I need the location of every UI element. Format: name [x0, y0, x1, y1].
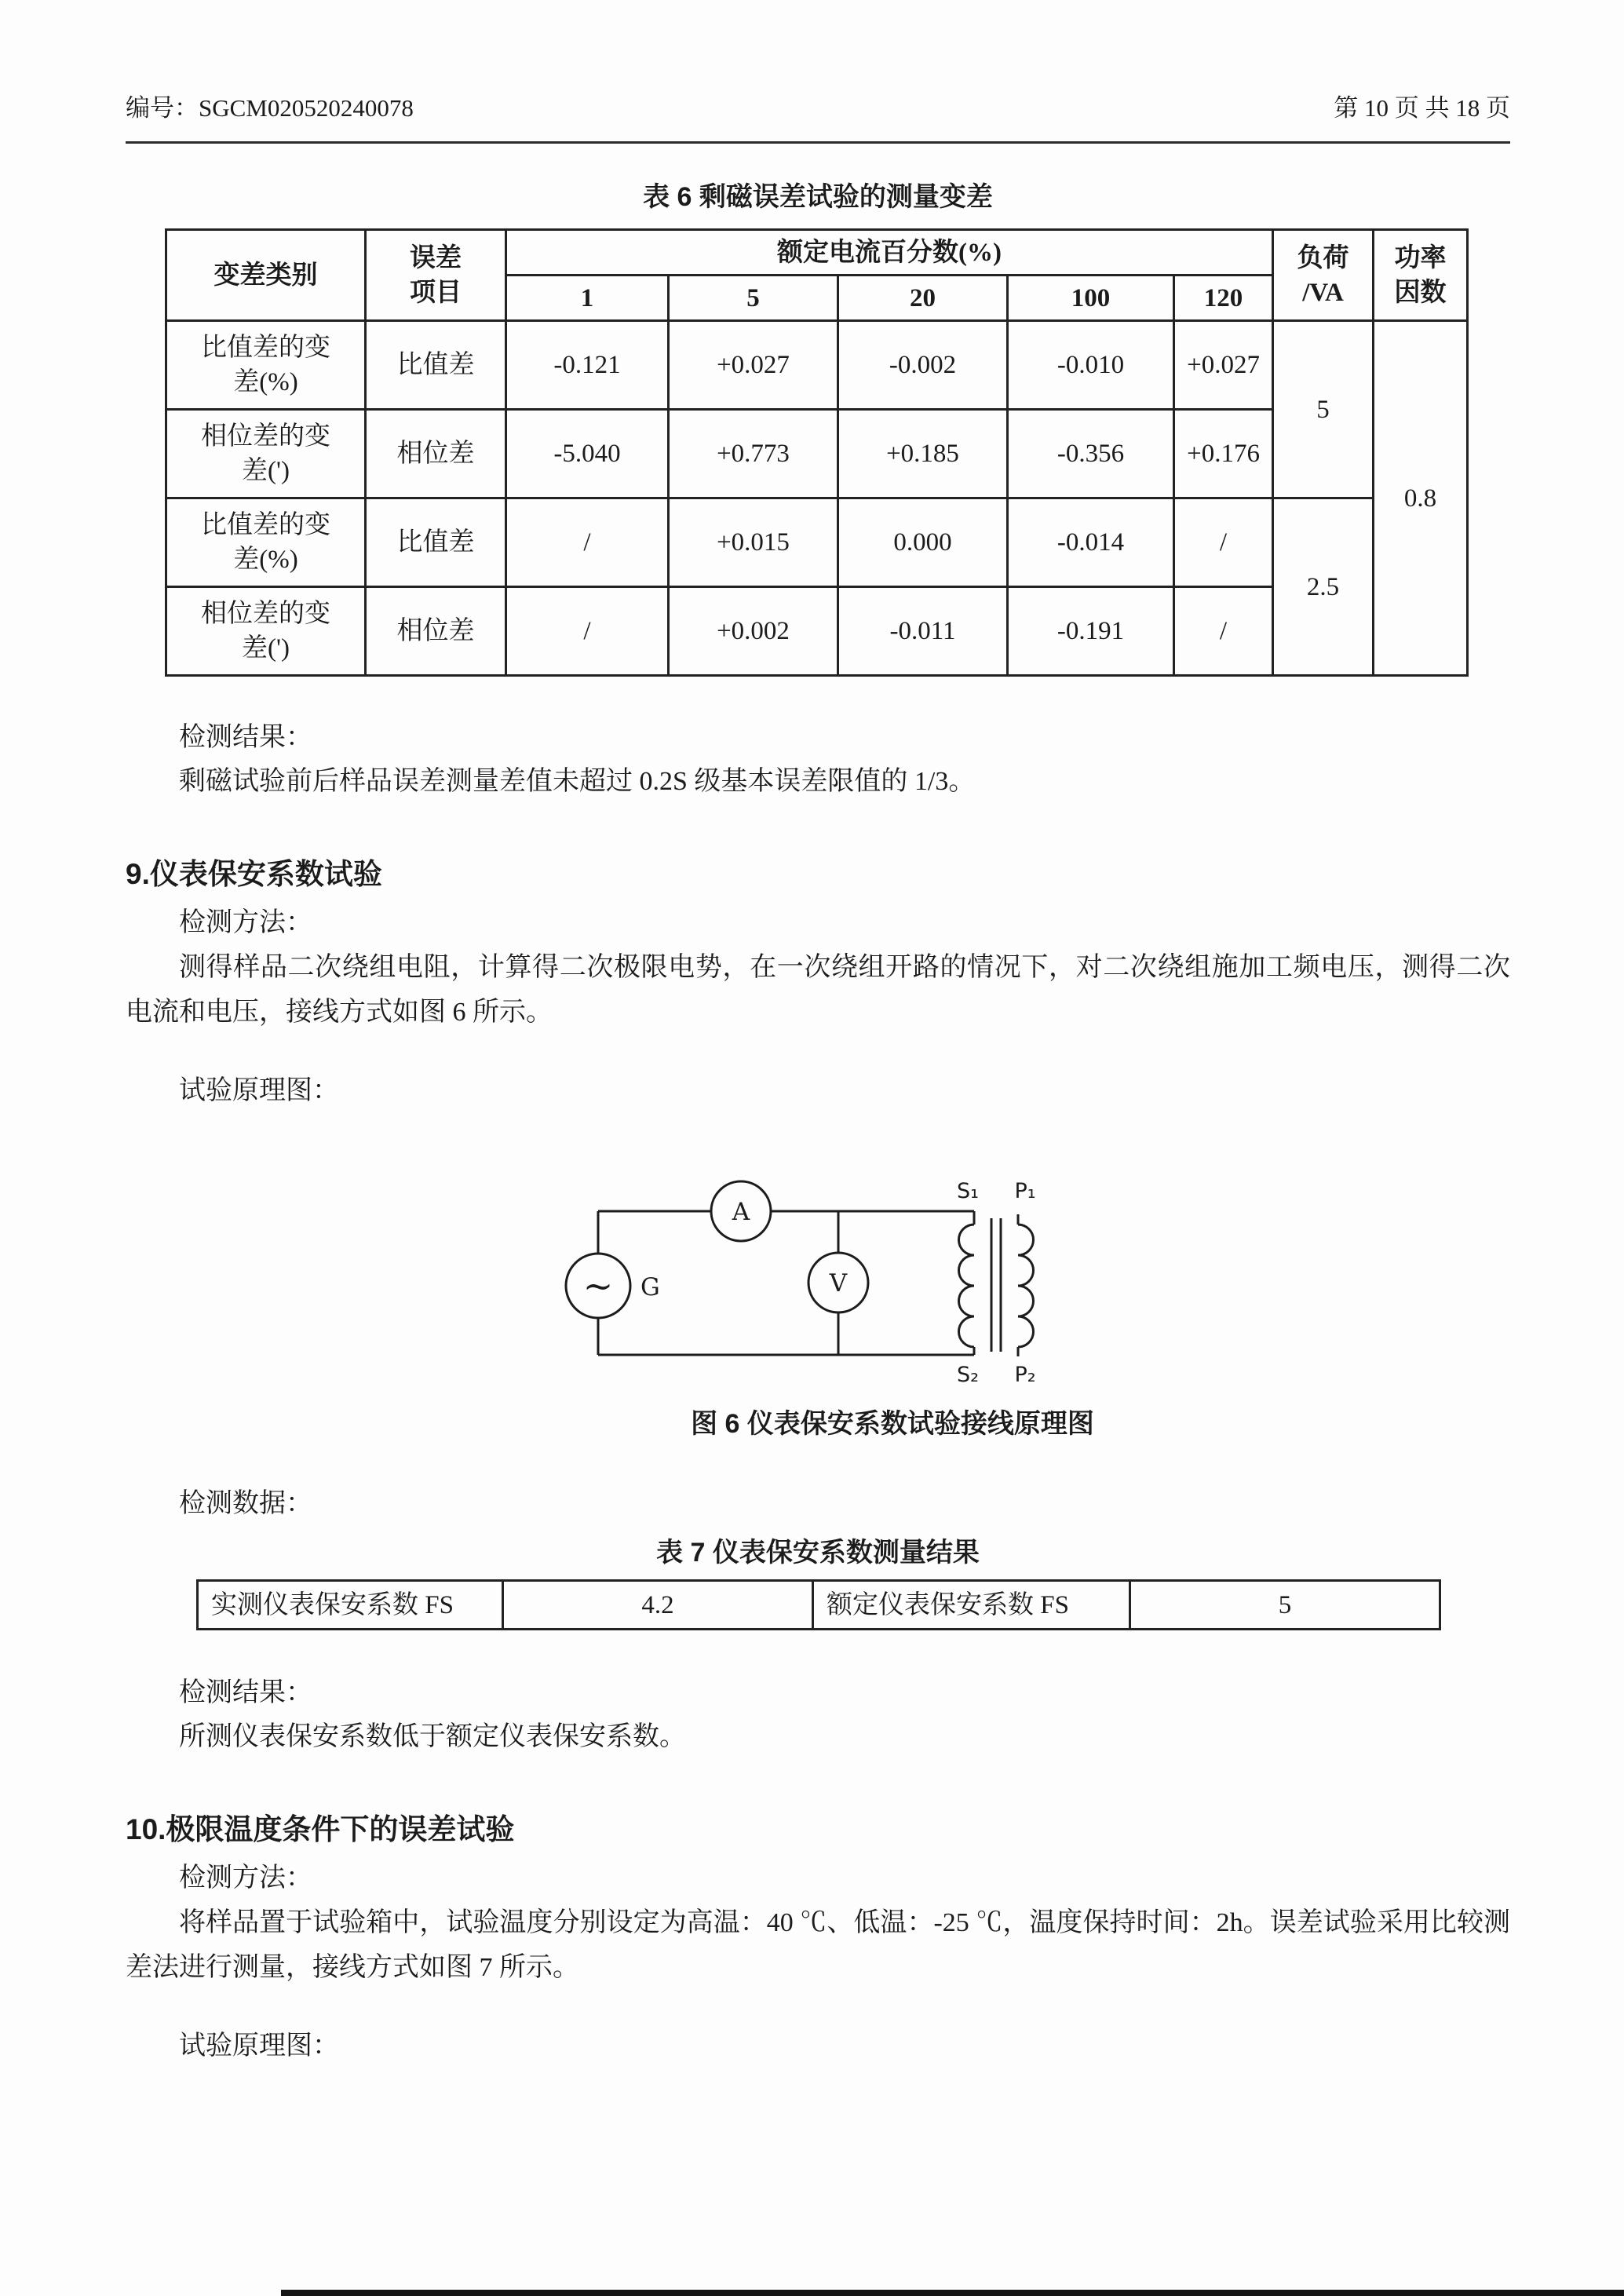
row2-v1: -5.040 [506, 410, 669, 498]
col-header-burden [1273, 230, 1374, 321]
terminal-s1-label: S₁ [957, 1179, 979, 1203]
rated-fs-value: 5 [1130, 1581, 1440, 1630]
table7-row [198, 1581, 1440, 1630]
row4-v2: +0.002 [669, 587, 838, 676]
page-header [126, 94, 1510, 144]
row4-v5: / [1174, 587, 1273, 676]
row1-v1: -0.121 [506, 321, 669, 410]
circuit-diagram [518, 1141, 1067, 1400]
terminal-p1-label: P₁ [1014, 1179, 1036, 1203]
section10-method-label: 检测方法： [179, 1863, 312, 1893]
row2-item: 相位差 [366, 410, 506, 498]
ac-source-symbol: ~ [582, 1265, 614, 1307]
power-factor-value: 0.8 [1374, 321, 1468, 676]
table7-title: 表 7 仪表保安系数测量结果 [656, 1538, 980, 1568]
section9-schematic-label: 试验原理图： [179, 1076, 339, 1105]
row1-v2: +0.027 [669, 321, 838, 410]
table6-row-3 [166, 498, 1468, 587]
remanence-result-text: 剩磁试验前后样品误差测量差值未超过 0.2S 级基本误差限值的 1/3。 [179, 767, 976, 796]
section9-method-text: 测得样品二次绕组电阻，计算得二次极限电势，在一次绕组开路的情况下，对二次绕组施加工频电压，测得二次电流和电压，接线方式如图 6 所示。 [126, 953, 1510, 1027]
row3-category: 比值差的变差(%) [166, 498, 366, 587]
col-header-error-item-line2: 项目 [410, 278, 462, 307]
col-header-error-item-line1: 误差 [410, 243, 462, 272]
section9-method-label: 检测方法： [179, 908, 312, 937]
doc-number: 编号：SGCM020520240078 [126, 94, 414, 122]
col-header-current-pct: 额定电流百分数(%) [506, 230, 1273, 276]
terminal-p2-label: P₂ [1014, 1363, 1036, 1387]
col-header-error-item [366, 230, 506, 321]
row1-item: 比值差 [366, 321, 506, 410]
row2-v5: +0.176 [1174, 410, 1273, 498]
row3-v4: -0.014 [1008, 498, 1174, 587]
voltmeter-label: V [829, 1269, 848, 1298]
table6-row-1 [166, 321, 1468, 410]
page-indicator: 第 10 页 共 18 页 [1334, 94, 1510, 122]
section9-heading: 9.仪表保安系数试验 [126, 858, 382, 890]
row2-v2: +0.773 [669, 410, 838, 498]
row1-category: 比值差的变差(%) [166, 321, 366, 410]
primary-winding-coil [1018, 1225, 1034, 1347]
remanence-result-label: 检测结果： [179, 723, 312, 752]
col-header-pf-line2: 因数 [1394, 278, 1447, 307]
scan-edge-artifact [281, 2290, 1624, 2296]
row1-v4: -0.010 [1008, 321, 1174, 410]
table6-row-4 [166, 587, 1468, 676]
section10-method-text: 将样品置于试验箱中，试验温度分别设定为高温：40 ℃、低温：-25 ℃，温度保持时间：2h。误差试验采用比较测差法进行测量，接线方式如图 7 所示。 [126, 1908, 1510, 1982]
ammeter-label: A [732, 1198, 750, 1226]
table6-header-row-1 [166, 230, 1468, 276]
generator-label: G [640, 1273, 660, 1301]
row2-category: 相位差的变差(') [166, 410, 366, 498]
tick-20: 20 [838, 276, 1008, 321]
tick-100: 100 [1008, 276, 1174, 321]
tick-1: 1 [506, 276, 669, 321]
section9-result-text: 所测仪表保安系数低于额定仪表保安系数。 [179, 1722, 686, 1751]
measured-fs-value: 4.2 [503, 1581, 813, 1630]
row2-v3: +0.185 [838, 410, 1008, 498]
burden-top: 5 [1273, 321, 1374, 498]
row1-v5: +0.027 [1174, 321, 1273, 410]
row3-v3: 0.000 [838, 498, 1008, 587]
col-header-burden-line1: 负荷 [1297, 243, 1349, 272]
section9-data-label: 检测数据： [179, 1489, 312, 1518]
col-header-power-factor [1374, 230, 1468, 321]
row3-v2: +0.015 [669, 498, 838, 587]
row4-v3: -0.011 [838, 587, 1008, 676]
tick-120: 120 [1174, 276, 1273, 321]
row4-v4: -0.191 [1008, 587, 1174, 676]
table6-row-2 [166, 410, 1468, 498]
col-header-burden-line2: /VA [1302, 278, 1344, 307]
figure6-caption: 图 6 仪表保安系数试验接线原理图 [691, 1409, 1094, 1439]
table7 [196, 1579, 1441, 1630]
col-header-category: 变差类别 [166, 230, 366, 321]
row3-v1: / [506, 498, 669, 587]
table6-title: 表 6 剩磁误差试验的测量变差 [643, 182, 993, 212]
burden-bottom: 2.5 [1273, 498, 1374, 676]
row4-category: 相位差的变差(') [166, 587, 366, 676]
section10-heading: 10.极限温度条件下的误差试验 [126, 1813, 515, 1845]
row1-v3: -0.002 [838, 321, 1008, 410]
terminal-s2-label: S₂ [957, 1363, 979, 1387]
section10-schematic-label: 试验原理图： [179, 2031, 339, 2061]
section9-result-label: 检测结果： [179, 1678, 312, 1707]
row2-v4: -0.356 [1008, 410, 1174, 498]
table6 [165, 228, 1469, 677]
tick-5: 5 [669, 276, 838, 321]
row3-v5: / [1174, 498, 1273, 587]
figure-6 [518, 1141, 1510, 1400]
measured-fs-label: 实测仪表保安系数 FS [198, 1581, 503, 1630]
row4-v1: / [506, 587, 669, 676]
row4-item: 相位差 [366, 587, 506, 676]
secondary-winding-coil [959, 1225, 975, 1347]
rated-fs-label: 额定仪表保安系数 FS [813, 1581, 1130, 1630]
row3-item: 比值差 [366, 498, 506, 587]
col-header-pf-line1: 功率 [1394, 243, 1447, 272]
